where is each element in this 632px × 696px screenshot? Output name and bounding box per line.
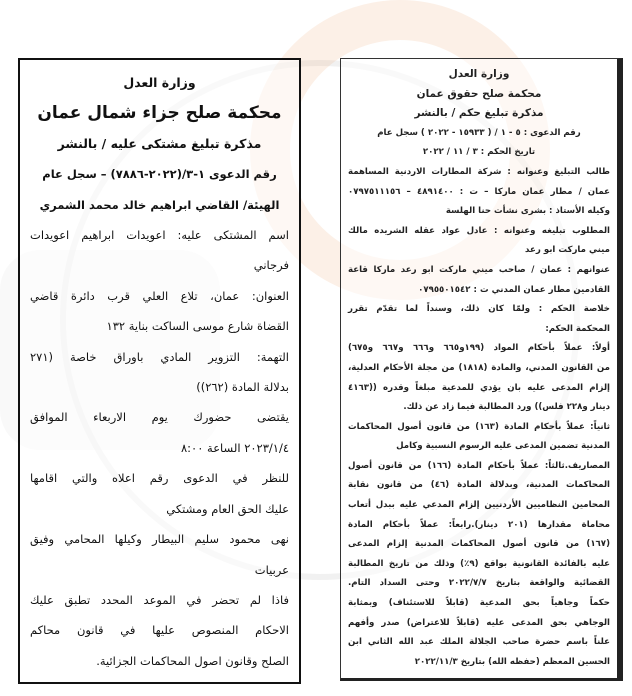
judgment-summary: خلاصة الحكم : ولمّا كان ذلك، وسنداً لما تقدّم تقرر <box>348 304 610 315</box>
notice-civil-judgment <box>340 58 623 681</box>
requester-address: عمان / مطار عمان ماركا – ت : ٤٨٩١٤٠٠ – ٠٧٩٧٥١١١٥٦ <box>348 186 611 197</box>
judgment-text: من القانون المدني، والمادة (١٨١٨) من مجلة الأحكام العدلية، <box>348 362 610 373</box>
judgment-text: القضائية والواقعة بتاريخ ٢٠٢٢/٧/٧ وحتى السداد التام. <box>348 578 611 589</box>
address-cont: القضاة شارع موسى الساكت بناية ١٣٢ <box>106 319 289 334</box>
defendant-name: اسم المشتكى عليه: اعويدات ابراهيم اعويدات <box>30 228 289 243</box>
judgment-text: الحسين المعظم (حفظه الله) بتاريخ ٢٠٢٢/١١/٣ <box>414 656 610 667</box>
judgment-text: محاماة مقدارها (٢٠١ دينار).رابعاً: عملاً بأحكام المادة <box>348 519 610 530</box>
judgment-text: ثانياً: عملاً بأحكام المادة (١٦٣) من قانون أصول المحاكمات <box>348 421 611 432</box>
judgment-text: حكماً وجاهياً بحق المدعية (قابلاً للاستئناف) وبمثابة <box>348 598 610 609</box>
ministry-heading: وزارة العدل <box>448 68 510 80</box>
judge-panel: الهيئة/ القاضي ابراهيم خالد محمد الشمري <box>39 197 280 212</box>
judgment-summary: المحكمة الحكم: <box>545 323 610 334</box>
requester: طالب التبليغ وعنوانه : شركة المطارات الاردنية المساهمة <box>348 166 610 177</box>
judgment-text: المدنية تضمين المدعى عليه الرسوم النسبية وكامل <box>396 441 610 452</box>
judgment-text: (١٦٧) من قانون أصول المحاكمات المدنية إلزام المدعى <box>348 539 610 550</box>
warning-text: الصلح وقانون اصول المحاكمات الجزائية. <box>96 653 289 668</box>
respondent-cont: ميني ماركت ابو رعد <box>525 245 610 256</box>
body-text: للنظر في الدعوى رقم اعلاه والتي اقامها <box>30 471 289 486</box>
case-number: رقم الدعوى : ٥ - ١ / ( ١٥٩٣٣ - ٢٠٢٢ ) سجل عام <box>377 127 581 138</box>
judgment-text: عليه بالفائدة القانونية بواقع (٩٪) وذلك من تاريخ المطالبة <box>348 558 610 569</box>
respondent-address-cont: القادمين مطار عمان المدني ت : ٠٧٩٥٥٠١٥٤٢ <box>418 284 610 295</box>
judgment-text: الوجاهي بحق المدعى عليه (قابلاً للاعتراض) صدر وأفهم <box>348 617 610 628</box>
court-name: محكمة صلح حقوق عمان <box>416 87 542 100</box>
judgment-text: المحاكمات المدنية، وبدلالة المادة (٤٦) من قانون نقابة <box>348 480 611 491</box>
appearance-date: ٢٠٢٣/١/٤ الساعة ٨:٠٠ <box>180 440 289 455</box>
judgment-text: المحامين النظاميين الأردنيين إلزام المدعي عليه ببدل أتعاب <box>348 500 610 511</box>
notice-title: مذكرة تبليغ حكم / بالنشر <box>414 107 544 120</box>
charge-cont: بدلالة المادة (٢٦٢)) <box>196 380 289 395</box>
judgment-text: أولاً: عملاً بأحكام المواد (١٩٩و٦٦٥ و٦٦٦ و٦٦٧ و٦٧٥) <box>348 343 610 354</box>
judgment-text: علناً باسم حضرة صاحب الجلالة الملك عبد الله الثاني ابن <box>348 637 610 648</box>
respondent: المطلوب تبليغه وعنوانه : عادل عواد عقله الشريده مالك <box>348 225 610 236</box>
appearance-text: يقتضى حضورك يوم الاربعاء الموافق <box>30 410 289 425</box>
case-number: رقم الدعوى ١-٣/(٢٠٢٢-٧٨٨٦) – سجل عام <box>42 167 277 182</box>
attorney: وكيله الأستاذ : بشرى نشأت حنا الهلسة <box>445 206 610 217</box>
defendant-name-cont: فرجاني <box>253 258 289 273</box>
warning-text: فاذا لم تحضر في الموعد المحدد تطبق عليك <box>30 592 289 607</box>
judgment-text: المصاريف.ثالثاً: عملاً بأحكام المادة (١٦٦) من قانون أصول <box>348 460 610 471</box>
charge: التهمة: التزوير المادي باوراق خاصة (٢٧١ <box>30 349 289 364</box>
court-name: محكمة صلح جزاء شمال عمان <box>37 103 282 124</box>
warning-text: الاحكام المنصوص عليها في قانون محاكم <box>30 623 289 638</box>
judgment-text: إلزام المدعى عليه بان يؤدي للمدعية مبلغاً وقدره ((٤١٦٣ <box>348 382 610 393</box>
complainant-cont: عربيات <box>254 562 289 577</box>
body-text: عليك الحق العام ومشتكي <box>166 501 289 516</box>
notice-criminal-summons <box>18 58 301 684</box>
respondent-address: عنوانهم : عمان / صاحب ميني ماركت ابو رعد ماركا قاعة <box>348 264 610 275</box>
address: العنوان: عمان، تلاع العلي قرب دائرة قاضي <box>30 288 289 303</box>
judgment-text: دينار و٢٢٨ فلس)) ورد المطالبة فيما زاد عن ذلك. <box>403 402 610 413</box>
complainant: نهى محمود سليم البيطار وكيلها المحامي وفيق <box>30 532 289 547</box>
ministry-heading: وزارة العدل <box>123 75 196 90</box>
notice-title: مذكرة تبليغ مشتكى عليه / بالنشر <box>57 135 262 151</box>
judgment-date: تاريخ الحكم : ٣ / ١١ / ٢٠٢٢ <box>422 147 536 158</box>
